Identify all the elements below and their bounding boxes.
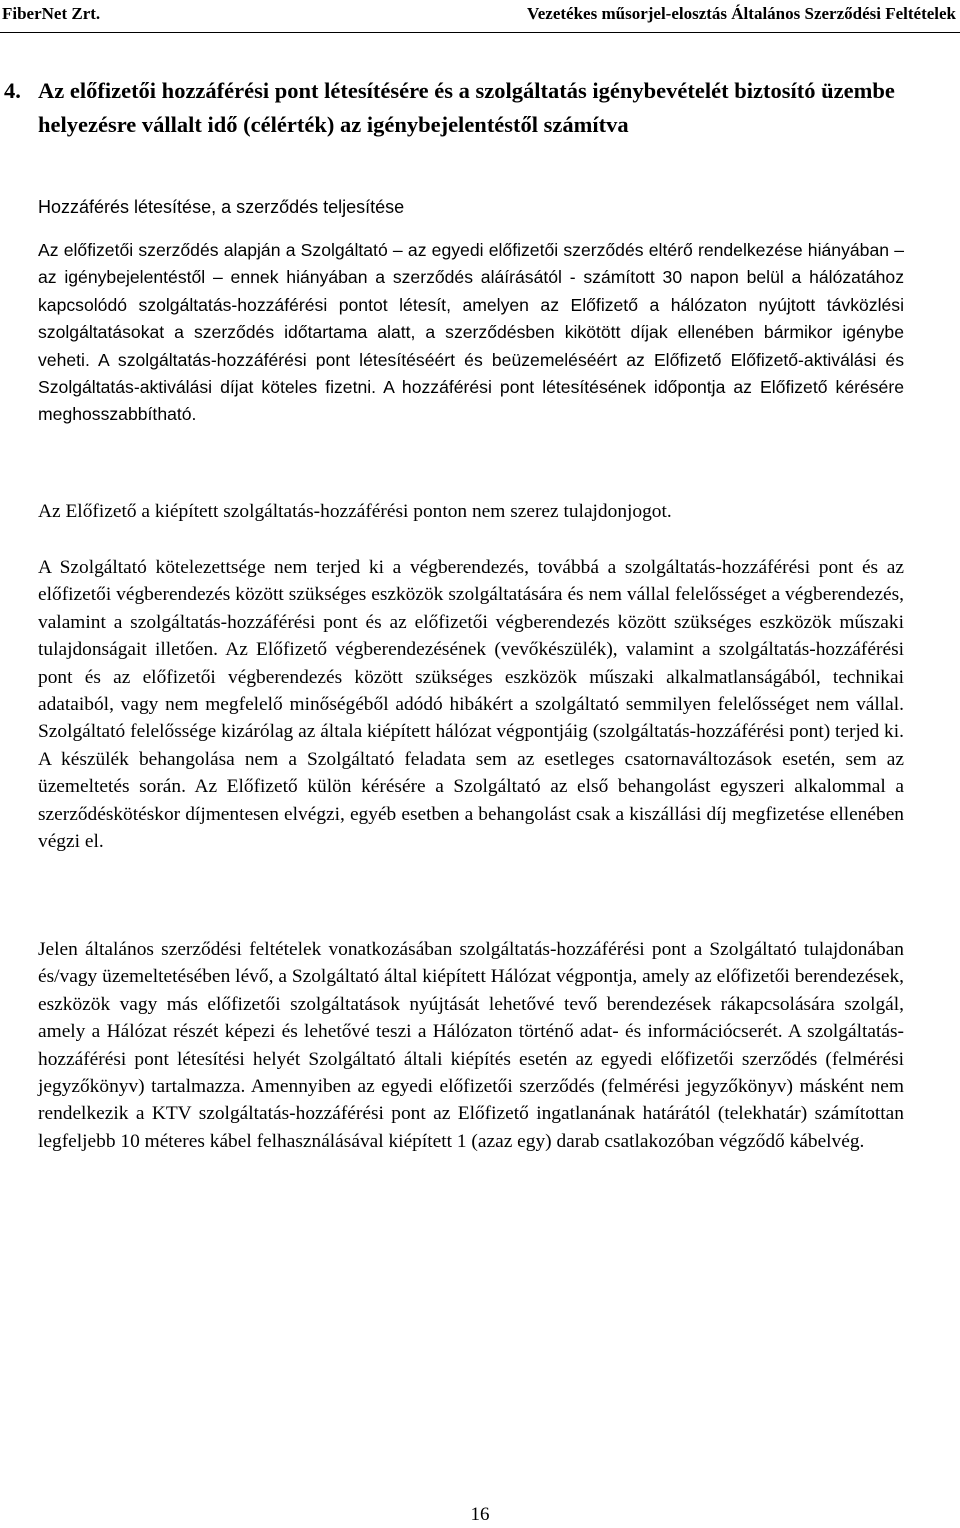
section-heading: [4, 74, 902, 142]
header-document-title: Vezetékes műsorjel-elosztás Általános Szerződési Feltételek: [527, 4, 956, 23]
page-header: [0, 0, 960, 33]
subheading: Hozzáférés létesítése, a szerződés teljesítése: [38, 197, 405, 217]
paragraph-3: A Szolgáltató kötelezettsége nem terjed ki a végberendezés, továbbá a szolgáltatás-hozzáférési pont és az előfizetői végberendezés között szükséges eszközök szolgáltatására és nem vállal felelősséget a végberendezés, valamint a szolgáltatás-hozzáférési pont és az előfizetői végberendezés között szükséges eszközök műszaki tulajdonságait illetően. Az Előfizető végberendezésének (vevőkészülék), valamint a szolgáltatás-hozzáférési pont és az előfizetői végberendezés között szükséges eszközök műszaki alkalmatlanságából, technikai adataiból, vagy nem megfelelő minőségéből adódó hibákért a szolgáltató semmilyen felelősséget nem vállal. Szolgáltató felelőssége kizárólag az általa kiépített hálózat végpontjáig (szolgáltatás-hozzáférési pont) terjed ki. A készülék behangolása nem a Szolgáltató feladata sem az esetleges csatornaváltozások esetén, sem az üzemeltetés során. Az Előfizető külön kérésére a Szolgáltató az első behangolást egyszeri alkalommal a szerződéskötéskor díjmentesen elvégzi, egyéb esetben a behangolást csak a kiszállási díj megfizetése ellenében végzi el.: [38, 557, 904, 853]
page-number: 16: [470, 1504, 490, 1525]
paragraph-4: Jelen általános szerződési feltételek vonatkozásában szolgáltatás-hozzáférési pont a Szolgáltató tulajdonában és/vagy üzemeltetésében lévő, a Szolgáltató által kiépített Hálózat végpontja, amely az előfizetői berendezések, eszközök vagy más előfizetői szolgáltatások nyújtását lehetővé tevő berendezések rákapcsolására szolgál, amely a Hálózat részét képezi és lehetővé teszi a Hálózaton történő adat- és információcserét. A szolgáltatás-hozzáférési pont létesítési helyét Szolgáltató általi kiépítés esetén az egyedi előfizetői szerződés (felmérési jegyzőkönyv) tartalmazza. Amennyiben az egyedi előfizetői szerződés (felmérési jegyzőkönyv) másként nem rendelkezik a KTV szolgáltatás-hozzáférési pont az Előfizető ingatlanának határától (telekhatár) számítottan legfeljebb 10 méteres kábel felhasználásával kiépített 1 (azaz egy) darab csatlakozóban végződő kábelvég.: [38, 939, 904, 1152]
paragraph-2: Az Előfizető a kiépített szolgáltatás-hozzáférési ponton nem szerez tulajdonjogot.: [38, 501, 672, 522]
section-title: Az előfizetői hozzáférési pont létesítésére és a szolgáltatás igénybevételét biztosító üzembe helyezésre vállalt idő (célérték) az igénybejelentéstől számítva: [38, 78, 895, 137]
paragraph-1: Az előfizetői szerződés alapján a Szolgáltató – az egyedi előfizetői szerződés eltérő rendelkezése hiányában – az igénybejelentéstől – ennek hiányában a szerződés aláírásától - számított 30 napon belül a hálózatához kapcsolódó szolgáltatás-hozzáférési pontot létesít, amelyen az Előfizető a hálózaton nyújtott távközlési szolgáltatásokat a szerződés időtartama alatt, a szerződésben kikötött díjak ellenében bármikor igénybe veheti. A szolgáltatás-hozzáférési pont létesítéséért és beüzemeléséért az Előfizető Előfizető-aktiválási és Szolgáltatás-aktiválási díjat köteles fizetni. A hozzáférési pont létesítésének időpontja az Előfizető kérésére meghosszabbítható.: [38, 240, 904, 425]
header-company: FiberNet Zrt.: [2, 4, 101, 23]
section-number: 4.: [4, 78, 21, 103]
